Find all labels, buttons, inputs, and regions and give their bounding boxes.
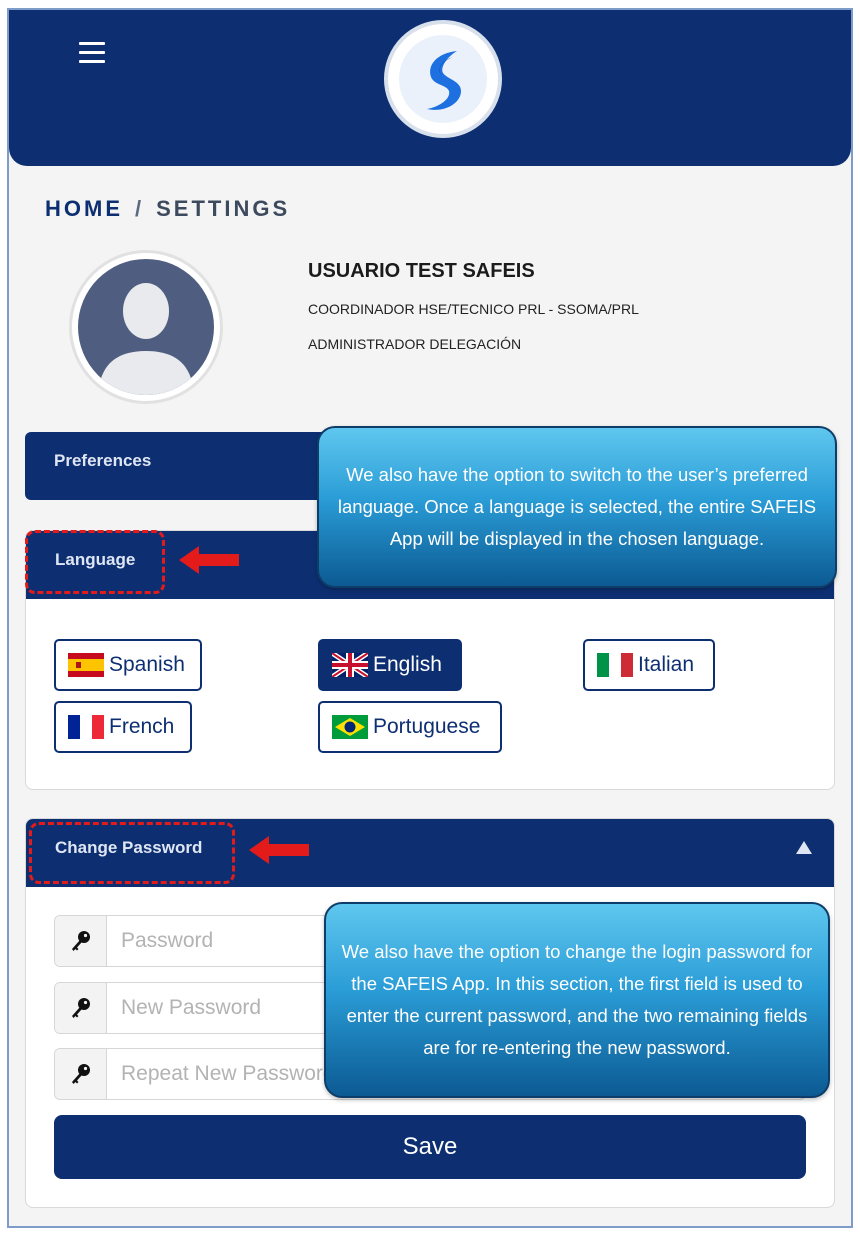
language-option-label: English — [373, 653, 442, 676]
key-icon — [55, 983, 107, 1033]
change-password-title: Change Password — [55, 838, 203, 857]
language-callout-text: We also have the option to switch to the user’s preferred language. Once a language is selected, the entire SAFEIS App will be displayed in the chosen language. — [337, 464, 817, 549]
language-title: Language — [55, 550, 136, 569]
italy-flag-icon — [597, 653, 633, 677]
key-icon — [55, 1049, 107, 1099]
caret-up-icon[interactable] — [796, 841, 812, 854]
language-option-spanish[interactable] — [54, 639, 202, 691]
language-option-label: Spanish — [109, 653, 185, 676]
user-role: COORDINADOR HSE/TECNICO PRL - SSOMA/PRL — [308, 301, 639, 317]
user-avatar-icon — [69, 250, 223, 404]
language-option-english[interactable] — [318, 639, 462, 691]
language-option-italian[interactable] — [583, 639, 715, 691]
password-callout — [324, 902, 830, 1098]
save-button[interactable]: Save — [54, 1115, 806, 1179]
language-option-portuguese[interactable] — [318, 701, 502, 753]
spain-flag-icon — [68, 653, 104, 677]
breadcrumb-current: SETTINGS — [156, 196, 291, 221]
language-highlight-box — [25, 530, 165, 594]
password-callout-text: We also have the option to change the login password for the SAFEIS App. In this section, the first field is used to enter the current password, and the two remaining fields are for re-entering the new password. — [341, 941, 813, 1058]
language-option-label: French — [109, 715, 175, 738]
red-arrow-icon — [249, 836, 309, 864]
language-option-french[interactable] — [54, 701, 192, 753]
breadcrumb-home[interactable]: HOME — [45, 196, 123, 221]
user-delegation: ADMINISTRADOR DELEGACIÓN — [308, 336, 522, 352]
user-name: USUARIO TEST SAFEIS — [308, 260, 535, 282]
key-icon — [55, 916, 107, 966]
brazil-flag-icon — [332, 715, 368, 739]
language-option-label: Portuguese — [373, 715, 481, 738]
red-arrow-icon — [179, 546, 239, 574]
top-bar — [9, 10, 851, 166]
preferences-title: Preferences — [54, 451, 152, 470]
language-callout — [317, 426, 837, 588]
hamburger-menu-icon[interactable] — [79, 42, 105, 64]
france-flag-icon — [68, 715, 104, 739]
breadcrumb — [45, 196, 290, 222]
uk-flag-icon — [332, 653, 368, 677]
app-screen — [7, 8, 853, 1228]
breadcrumb-separator: / — [135, 196, 145, 221]
language-option-label: Italian — [638, 653, 695, 676]
safeis-logo-icon[interactable] — [384, 20, 502, 138]
change-password-highlight-box — [29, 822, 235, 884]
